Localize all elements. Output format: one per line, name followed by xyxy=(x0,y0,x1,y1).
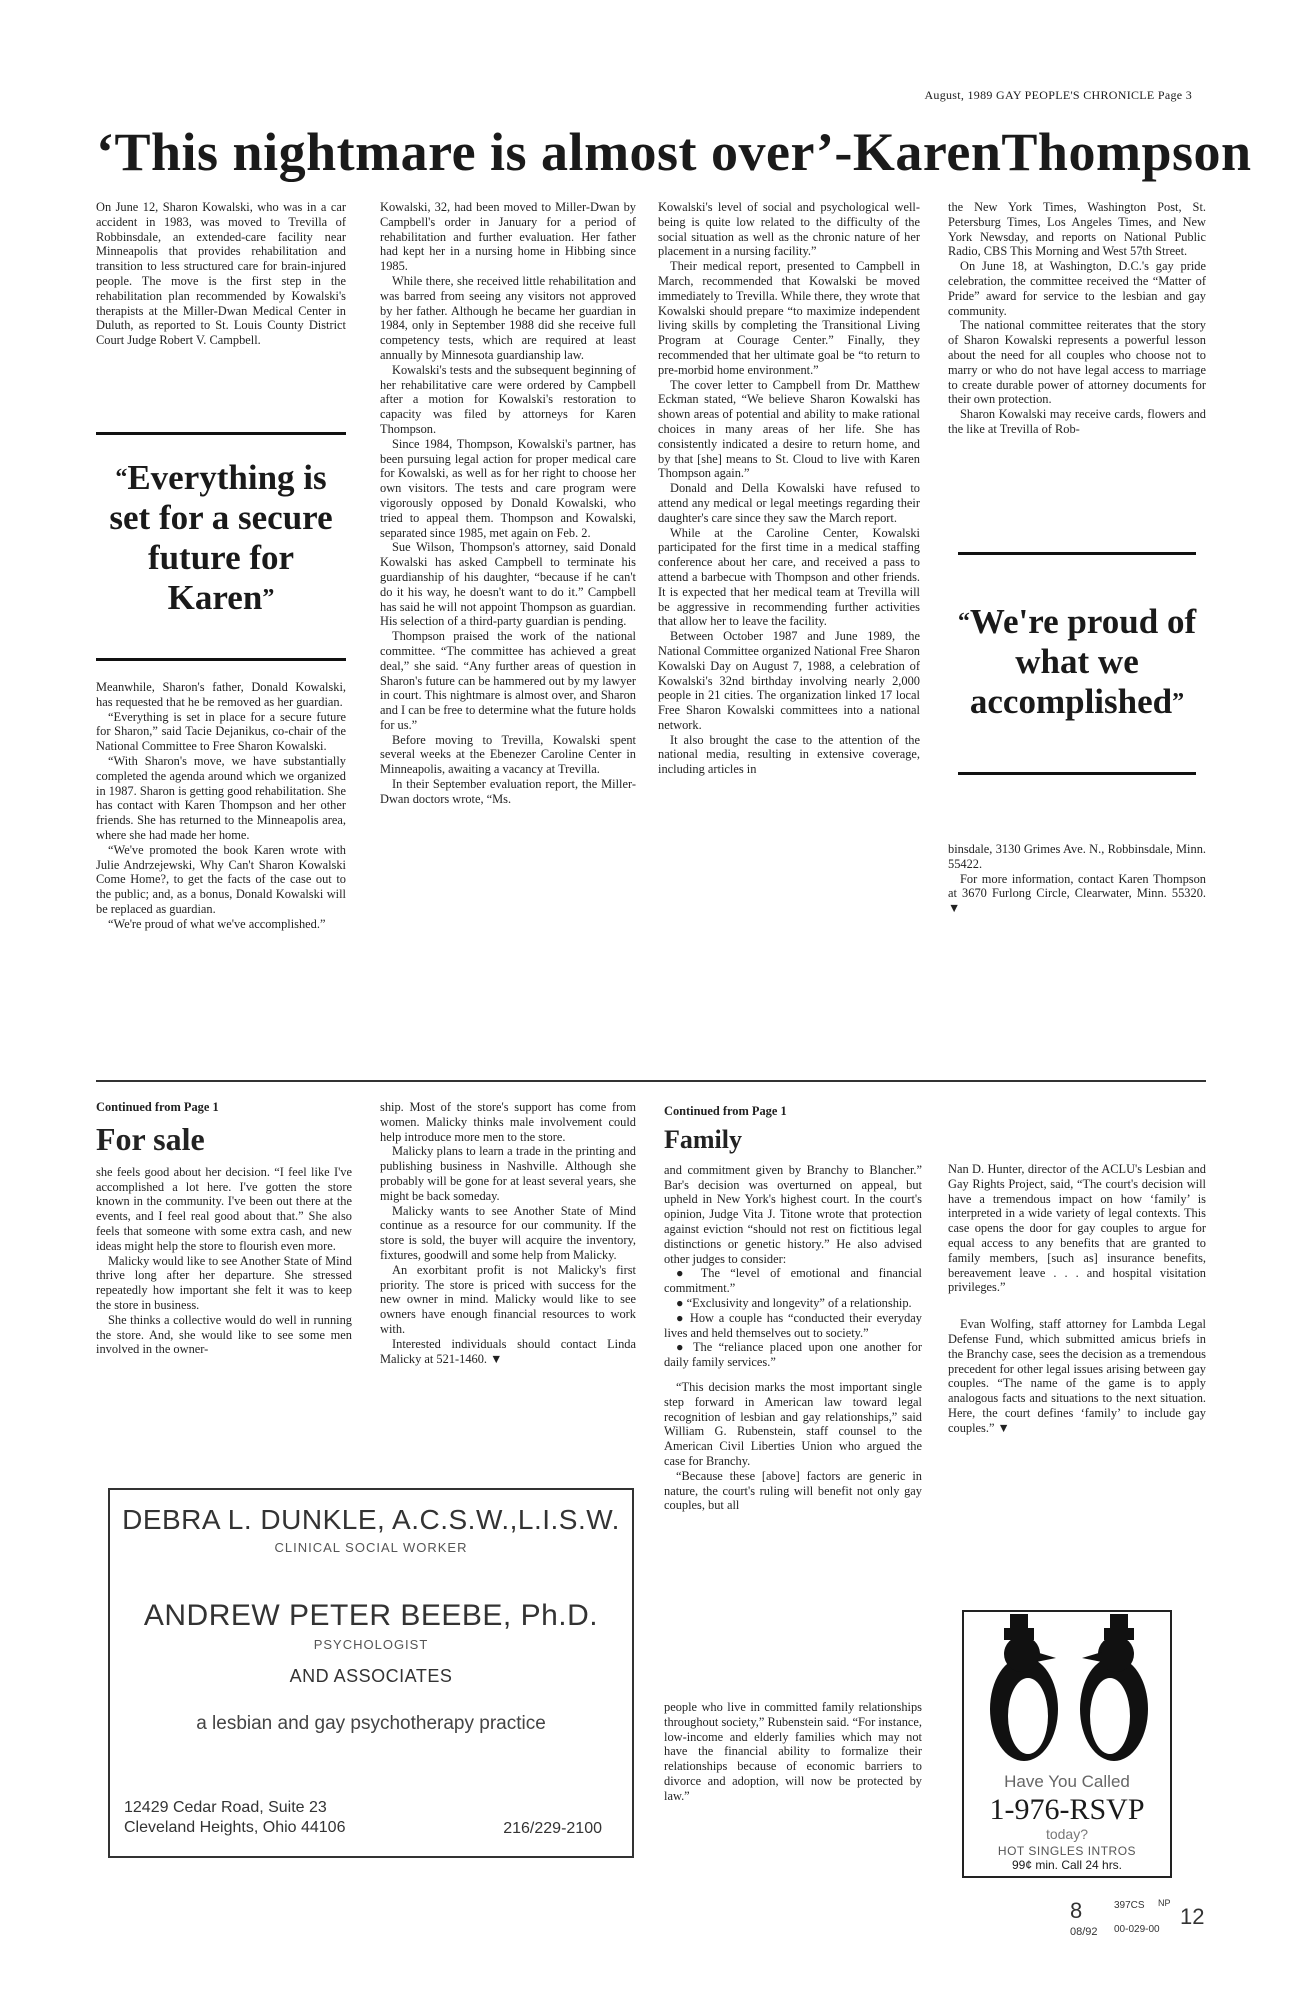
paragraph: Kowalski's level of social and psychological well-being is quite low related to the difficulty of the social situation as well as the chronic nature of her placement in a nursing facility.” xyxy=(658,200,920,259)
section-heading: For sale xyxy=(96,1120,205,1157)
divider xyxy=(96,432,346,435)
paragraph: Evan Wolfing, staff attorney for Lambda Legal Defense Fund, which submitted amicus briefs in the Branchy case, sees the decision as a tremendous precedent for other legal issues arising between gay couples. “The name of the game is to apply analogous facts and situations to the next situation. Here, the court defines ‘family’ to include gay couples.” ▼ xyxy=(948,1317,1206,1435)
paragraph: Malicky would like to see Another State of Mind thrive long after her departure. She stressed repeatedly how important she felt it was to keep the store in business. xyxy=(96,1253,352,1312)
paragraph: “We're proud of what we've accomplished.” xyxy=(108,916,326,931)
footer-code-part: 08/92 xyxy=(1070,1926,1098,1938)
section-divider xyxy=(96,1080,1206,1082)
paragraph: binsdale, 3130 Grimes Ave. N., Robbinsdale, Minn. 55422. xyxy=(948,842,1206,871)
family-column-1b xyxy=(664,1700,922,1804)
bullet-item: ● How a couple has “conducted their everyday lives and held themselves out to society.” xyxy=(664,1310,922,1340)
article-column-2 xyxy=(380,200,636,807)
rsvp-phone: 1-976-RSVP xyxy=(989,1793,1145,1826)
paragraph: ship. Most of the store's support has come from women. Malicky thinks male involvement could help introduce more men to the store. xyxy=(380,1100,636,1144)
paragraph: Sharon Kowalski may receive cards, flowers and the like at Trevilla of Rob- xyxy=(948,407,1206,436)
ad-phone: 216/229-2100 xyxy=(503,1820,602,1837)
ad-name: DEBRA L. DUNKLE, A.C.S.W.,L.I.S.W. xyxy=(122,1504,620,1535)
footer-code-part: 12 xyxy=(1180,1904,1205,1929)
ad-associates: AND ASSOCIATES xyxy=(289,1666,453,1686)
article-column-3 xyxy=(658,200,920,777)
paragraph: Kowalski's tests and the subsequent beginning of her rehabilitative care were ordered by Campbell after a motion for Kowalski's restoration to capacity was filed by attorneys for Karen Thompson. xyxy=(380,362,636,436)
pull-quote-text: We're proud of what we accomplished xyxy=(969,602,1197,721)
paragraph: For more information, contact Karen Thompson at 3670 Furlong Circle, Clearwater, Minn. 55320. ▼ xyxy=(948,871,1206,916)
forsale-column-1 xyxy=(96,1100,352,1357)
family-column-2 xyxy=(948,1162,1206,1436)
paragraph: Interested individuals should contact Linda Malicky at 521-1460. ▼ xyxy=(380,1336,636,1366)
paragraph: “Everything is set in place for a secure future for Sharon,” said Tacie Dejanikus, co-chair of the National Committee to Free Sharon Kowalski. xyxy=(96,709,346,754)
ad-tagline: a lesbian and gay psychotherapy practice xyxy=(196,1713,546,1734)
paragraph: In their September evaluation report, the Miller-Dwan doctors wrote, “Ms. xyxy=(380,777,636,806)
penguins-illustration xyxy=(964,1614,1170,1764)
article-column-4 xyxy=(948,200,1206,437)
paragraph: Between October 1987 and June 1989, the National Committee organized National Free Sharon Kowalski Day on August 7, 1988, a celebration of Kowalski's 32nd birthday involving nearly 2,000 people in 21 cities. The organization linked 17 local Free Sharon Kowalski committees into a national network. xyxy=(658,629,920,732)
paragraph: Kowalski, 32, had been moved to Miller-Dwan by Campbell's order in January for a period of rehabilitation and further evaluation. Her father had kept her in a nursing home in Hibbing since 1985. xyxy=(380,200,636,274)
paragraph: “This decision marks the most important single step forward in American law toward legal recognition of lesbian and gay relationships,” said William G. Rubenstein, staff counsel to the American Civil Liberties Union who argued the case for Branchy. xyxy=(664,1379,922,1468)
paragraph: While there, she received little rehabilitation and was barred from seeing any visitors not approved by her father. Although he became her guardian in 1984, only in September 1988 did she receive full competency tests, which are required at least annually by Minnesota guardianship law. xyxy=(380,273,636,362)
paragraph: An exorbitant profit is not Malicky's first priority. The store is priced with success for the new owner in mind. Malicky would like to see owners have enough financial resources to work with. xyxy=(380,1262,636,1336)
headline: ‘This nightmare is almost over’-KarenThompson xyxy=(96,122,1252,182)
ad-title: PSYCHOLOGIST xyxy=(313,1637,429,1652)
paragraph: She thinks a collective would do well in running the store. And, she would like to see some men involved in the owner- xyxy=(96,1312,352,1357)
ad-address xyxy=(124,1798,345,1838)
ad-title: CLINICAL SOCIAL WORKER xyxy=(274,1540,468,1555)
paragraph: Donald and Della Kowalski have refused to attend any medical or legal meetings regarding their daughter's care since they saw the March report. xyxy=(658,481,920,525)
footer-code-part: 00-029-00 xyxy=(1114,1924,1160,1935)
paragraph: Malicky wants to see Another State of Mind continue as a resource for our community. If the store is sold, the buyer will acquire the inventory, fixtures, goodwill and some help from Malicky. xyxy=(380,1203,636,1262)
advertisement-dunkle xyxy=(108,1488,634,1858)
paragraph: “We've promoted the book Karen wrote with Julie Andrzejewski, Why Can't Sharon Kowalski Come Home?, to get the facts of the case out to the public; and, as a bonus, Donald Kowalski will be replaced as guardian. xyxy=(96,842,346,916)
divider xyxy=(958,772,1196,775)
article-column-4b xyxy=(948,842,1206,916)
bullet-item: ● The “reliance placed upon one another for daily family services.” xyxy=(664,1340,922,1370)
paragraph: Since 1984, Thompson, Kowalski's partner, has been pursuing legal action for proper medical care for Kowalski, as well as for her right to choose her own visitors. The tests and care program were vigorously opposed by Donald Kowalski, who tried to appeal them. Thompson and Kowalski, separated since 1985, met again on Feb. 2. xyxy=(380,436,636,540)
ad-address-line: 12429 Cedar Road, Suite 23 xyxy=(124,1799,327,1816)
divider xyxy=(958,552,1196,555)
paragraph: Nan D. Hunter, director of the ACLU's Lesbian and Gay Rights Project, said, “The court's decision will have a tremendous impact on how ‘family’ is interpreted in a wide variety of legal contexts. This case opens the door for gay couples to argue for equal access to any benefits that are granted to family members, [such as] insurance benefits, bereavement leave . . . and hospital visitation privileges.” xyxy=(948,1162,1206,1295)
paragraph: On June 18, at Washington, D.C.'s gay pride celebration, the committee received the “Matter of Pride” award for service to the lesbian and gay community. xyxy=(948,259,1206,318)
paragraph: Before moving to Trevilla, Kowalski spent several weeks at the Ebenezer Caroline Center in Minneapolis, awaiting a vacancy at Trevilla. xyxy=(380,732,636,777)
paragraph: While at the Caroline Center, Kowalski participated for the first time in a medical staffing conference about her care, and received a pass to attend a barbecue with Thompson and other friends. It is expected that her medical team at Trevilla will be aggressive in recommending further activities that allow her to leave the facility. xyxy=(658,525,920,629)
footer-code-part: 8 xyxy=(1070,1898,1083,1923)
article-column-1b xyxy=(96,680,346,932)
forsale-column-2 xyxy=(380,1100,636,1366)
pull-quote-2: “We're proud of what we accomplished” xyxy=(957,602,1197,721)
footer-code-part: NP xyxy=(1158,1898,1171,1908)
ad-address-line: Cleveland Heights, Ohio 44106 xyxy=(124,1819,346,1836)
bullet-item: ● The “level of emotional and financial commitment.” xyxy=(664,1266,922,1296)
advertisement-rsvp xyxy=(962,1610,1172,1878)
paragraph: Malicky plans to learn a trade in the printing and publishing business in Nashville. Although she probably will be gone for at least several years, she might be back someday. xyxy=(380,1144,636,1203)
pull-quote-text: Everything is set for a secure future for Karen xyxy=(109,458,333,617)
article-column-1 xyxy=(96,200,346,348)
rsvp-line: 99¢ min. Call 24 hrs. xyxy=(1011,1858,1123,1872)
bullet-item: ● “Exclusivity and longevity” of a relationship. xyxy=(676,1295,912,1310)
paragraph: people who live in committed family relationships throughout society,” Rubenstein said. “For instance, low-income and elderly families which may not have the financial ability to formalize their relationships because of economic barriers to divorce and adoption, will now be protected by law.” xyxy=(664,1700,922,1803)
family-column-1 xyxy=(664,1104,922,1513)
paragraph: On June 12, Sharon Kowalski, who was in a car accident in 1983, was moved to Trevilla of Robbinsdale, an extended-care facility near Minneapolis that provides rehabilitation and transition to less structured care for brain-injured people. The move is the first step in the rehabilitation plan recommended by Kowalski's therapists at the Miller-Dwan Medical Center in Duluth, as reported to St. Louis County District Court Judge Robert V. Campbell. xyxy=(96,200,346,348)
paragraph: Their medical report, presented to Campbell in March, recommended that Kowalski be moved immediately to Trevilla. While there, they wrote that Kowalski should prepare “to maximize independent living skills by completing the Transitional Living Program at Courage Center.” Finally, they recommended that her ultimate goal be “to return to pre-morbid home environment.” xyxy=(658,259,920,377)
paragraph: It also brought the case to the attention of the national media, resulting in extensive coverage, including articles in xyxy=(658,732,920,777)
paragraph: The cover letter to Campbell from Dr. Matthew Eckman stated, “We believe Sharon Kowalski has shown areas of potential and ability to make rational choices in many areas of her life. She has consistently indicated a desire to return home, and by that [she] means to St. Cloud to live with Karen Thompson again.” xyxy=(658,377,920,481)
paragraph: “Because these [above] factors are generic in nature, the court's ruling will benefit not only gay couples, but all xyxy=(664,1468,922,1513)
footer-code xyxy=(1070,1898,1210,1948)
paragraph: and commitment given by Branchy to Blancher.” Bar's decision was overturned on appeal, but upheld in New York's highest court. In the court's opinion, Judge Vita J. Titone wrote that protection against eviction “should not rest on fictitious legal distinctions or genetic history.” He also advised other judges to consider: xyxy=(664,1162,922,1266)
continued-label: Continued from Page 1 xyxy=(664,1104,787,1118)
rsvp-line: today? xyxy=(1045,1826,1089,1842)
paragraph: Thompson praised the work of the national committee. “The committee has achieved a great deal,” she said. “Any further areas of question in Sharon's future can be hammered out by my lawyer in court. This nightmare is almost over, and Sharon and I can be free to determine what the future holds for us.” xyxy=(380,629,636,732)
divider xyxy=(96,658,346,661)
paragraph: she feels good about her decision. “I feel like I've accomplished a lot here. I've gotten the store known in the community. I've been out there at the events, and I feel real good about that.” She also feels that someone with some extra cash, and new ideas might help the store to flourish even more. xyxy=(96,1164,352,1253)
paragraph: “With Sharon's move, we have substantially completed the agenda around which we organized in 1987. Sharon is getting good rehabilitation. She has contact with Karen Thompson and her other friends. She has returned to the Minneapolis area, where she had made her home. xyxy=(96,753,346,842)
continued-label: Continued from Page 1 xyxy=(96,1100,219,1114)
paragraph: Meanwhile, Sharon's father, Donald Kowalski, has requested that he be removed as her guardian. xyxy=(96,680,346,709)
paragraph: The national committee reiterates that the story of Sharon Kowalski represents a powerful lesson about the need for all couples who choose not to marry or who do not have legal access to marriage to create durable power of attorney documents for their own protection. xyxy=(948,318,1206,407)
footer-code-part: 397CS xyxy=(1114,1900,1145,1911)
paragraph: Sue Wilson, Thompson's attorney, said Donald Kowalski has asked Campbell to terminate his guardianship of his daughter, “because if he can't do it his way, he doesn't want to do it.” Campbell has said he will not appoint Thompson as guardian. His selection of a third-party guardian is pending. xyxy=(380,540,636,629)
rsvp-line: Have You Called xyxy=(1004,1772,1130,1791)
rsvp-line: HOT SINGLES INTROS xyxy=(997,1844,1137,1858)
paragraph: the New York Times, Washington Post, St. Petersburg Times, Los Angeles Times, and New York Newsday, and reports on National Public Radio, CBS This Morning and West 57th Street. xyxy=(948,200,1206,259)
section-heading: Family xyxy=(664,1124,742,1154)
ad-name: ANDREW PETER BEEBE, Ph.D. xyxy=(143,1599,599,1632)
running-head: August, 1989 GAY PEOPLE'S CHRONICLE Page 3 xyxy=(924,88,1192,102)
pull-quote-1: “Everything is set for a secure future for Karen” xyxy=(109,458,333,617)
